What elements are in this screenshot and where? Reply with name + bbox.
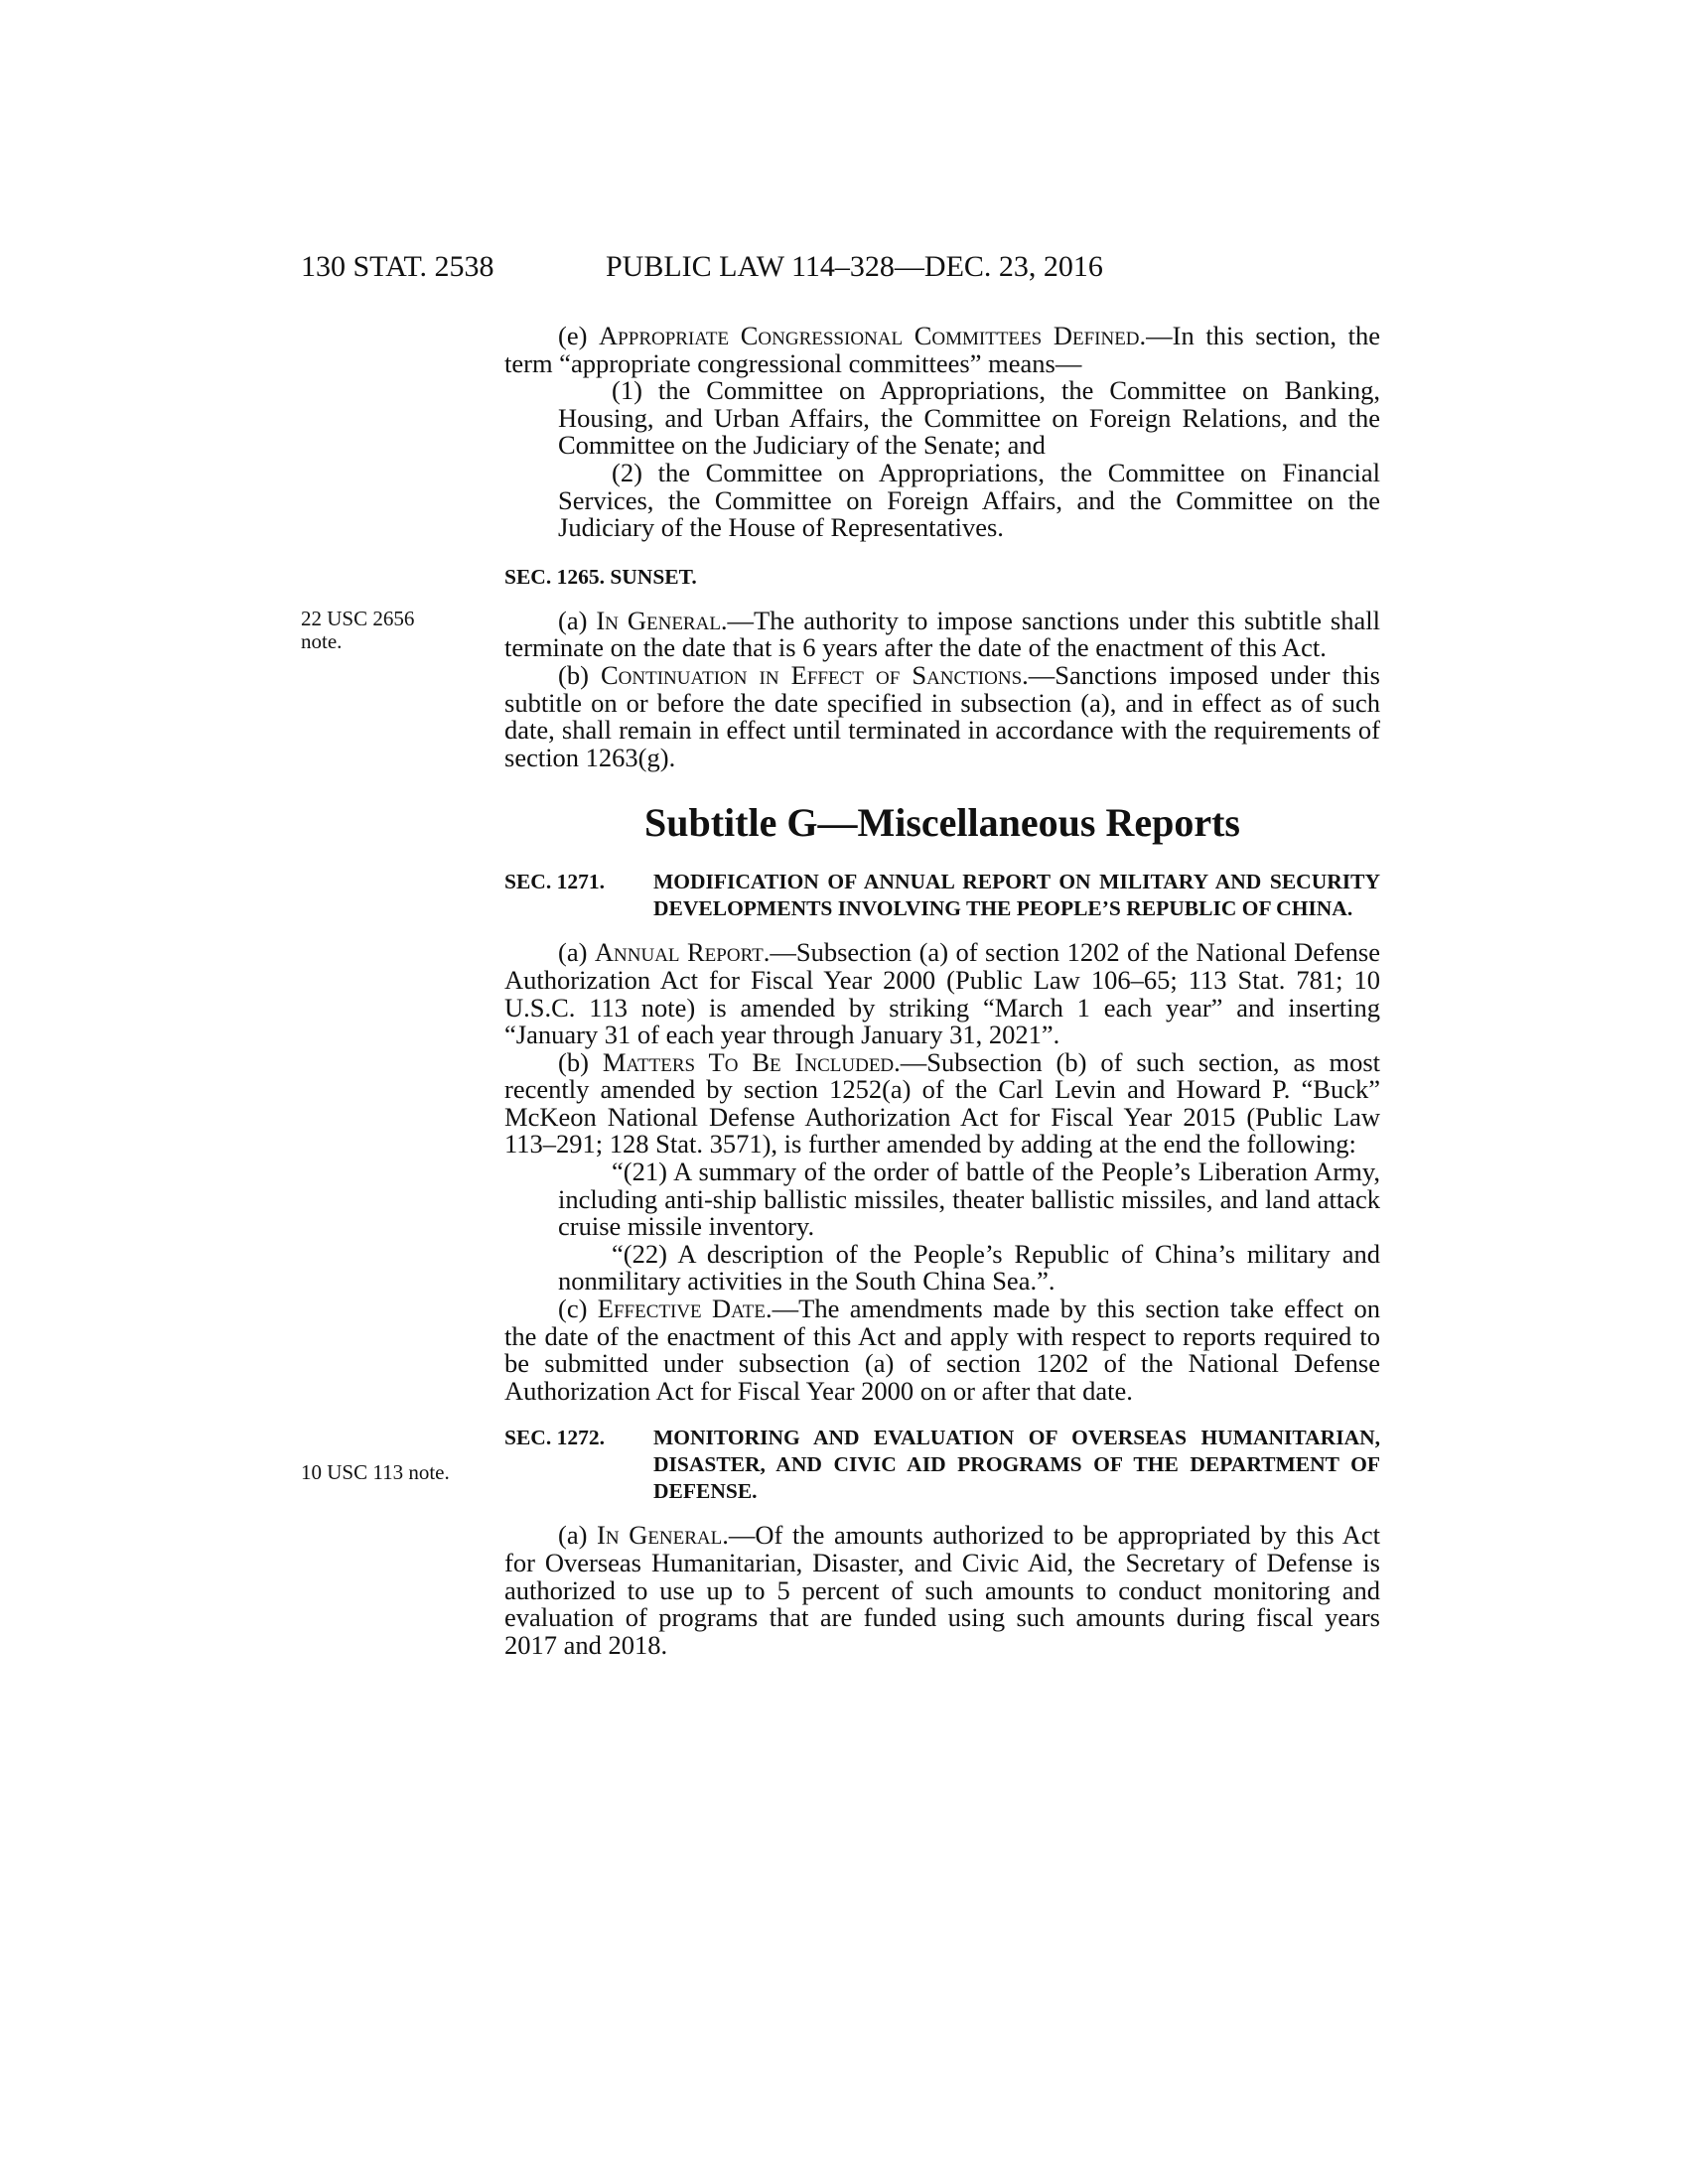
paragraph-2: (2) the Committee on Appropriations, the Committee on Financial Services, the Committee on Foreign Affairs, and the Committee on the Judiciary of the House of Representatives. <box>558 457 1380 543</box>
subsection-c: (c) Effective Date.—The amendments made by this section take effect on the date of the enactment of this Act and apply with respect to reports required to be submitted under subsection (a) of section 1202 of the National Defense Authorization Act for Fiscal Year 2000 on or after that date. <box>504 1294 1381 1406</box>
section-number: SEC. 1272. <box>504 1426 605 1450</box>
quoted-paragraph-21: “(21) A summary of the order of battle of the People’s Liberation Army, including anti-ship ballistic missiles, theater ballistic missiles, and land attack cruise missile inventory. <box>558 1157 1380 1242</box>
section-1272-heading <box>504 1425 1380 1505</box>
subsection-heading: Appropriate Congressional Committees Defined. <box>599 321 1147 350</box>
margin-note-line: note. <box>301 629 343 653</box>
document-body <box>504 323 1380 1659</box>
subsection-e: (e) Appropriate Congressional Committees Defined.—In this section, the term “appropriate congressional committees” means— <box>504 321 1380 378</box>
subtitle-heading: Subtitle G—Miscellaneous Reports <box>644 800 1240 846</box>
quoted-paragraph-22: “(22) A description of the People’s Republic of China’s military and nonmilitary activities in the South China Sea.”. <box>558 1238 1380 1297</box>
subsection-heading: In General. <box>596 605 728 635</box>
subsection-heading: Effective Date. <box>597 1294 773 1324</box>
section-1271-heading <box>504 869 1380 922</box>
margin-note-10-usc: 10 USC 113 note. <box>301 1460 450 1484</box>
subsection-a: (a) In General.—The authority to impose sanctions under this subtitle shall terminate on the date that is 6 years after the date of the enactment of this Act. <box>504 605 1380 663</box>
section-number: SEC. 1265. SUNSET. <box>504 564 697 589</box>
subsection-heading: Continuation in Effect of Sanctions. <box>600 659 1029 690</box>
section-1265-heading <box>504 564 1380 591</box>
statute-page-number: 130 STAT. 2538 <box>301 250 494 283</box>
section-number: SEC. 1271. <box>504 870 605 894</box>
subsection-a: (a) Annual Report.—Subsection (a) of section 1202 of the National Defense Authorization Act for Fiscal Year 2000 (Public Law 106–65; 113 Stat. 781; 10 U.S.C. 113 note) is amended by striking “March 1 each year” and inserting “January 31 of each year through January 31, 2021”. <box>504 937 1380 1050</box>
page-header <box>0 250 1688 290</box>
section-title: MODIFICATION OF ANNUAL REPORT ON MILITARY AND SECURITY DEVELOPMENTS INVOLVING THE PEOPLE’S REPUBLIC OF CHINA. <box>653 870 1380 921</box>
margin-note-line: 22 USC 2656 <box>301 607 415 630</box>
subsection-b: (b) Continuation in Effect of Sanctions.—Sanctions imposed under this subtitle on or before the date specified in subsection (a), and in effect as of such date, shall remain in effect until terminated in accordance with the requirements of section 1263(g). <box>504 659 1380 772</box>
subsection-heading: Annual Report. <box>594 937 771 968</box>
public-law-title: PUBLIC LAW 114–328—DEC. 23, 2016 <box>606 250 1103 283</box>
paragraph-1: (1) the Committee on Appropriations, the Committee on Banking, Housing, and Urban Affairs, the Committee on Foreign Relations, and the Committee on the Judiciary of the Senate; and <box>558 375 1380 461</box>
subsection-heading: In General. <box>597 1520 729 1551</box>
section-title: MONITORING AND EVALUATION OF OVERSEAS HUMANITARIAN, DISASTER, AND CIVIC AID PROGRAMS OF THE DEPARTMENT OF DEFENSE. <box>653 1426 1380 1504</box>
subsection-heading: Matters To Be Included. <box>602 1046 901 1077</box>
margin-note-22-usc <box>301 608 460 653</box>
subsection-a: (a) In General.—Of the amounts authorized to be appropriated by this Act for Overseas Humanitarian, Disaster, and Civic Aid, the Secretary of Defense is authorized to use up to 5 percent of such amounts to conduct monitoring and evaluation of programs that are funded using such amounts during fiscal years 2017 and 2018. <box>504 1520 1380 1660</box>
subsection-b: (b) Matters To Be Included.—Subsection (b) of such section, as most recently amended by section 1252(a) of the Carl Levin and Howard P. “Buck” McKeon National Defense Authorization Act for Fiscal Year 2015 (Public Law 113–291; 128 Stat. 3571), is further amended by adding at the end the following: <box>504 1046 1380 1160</box>
